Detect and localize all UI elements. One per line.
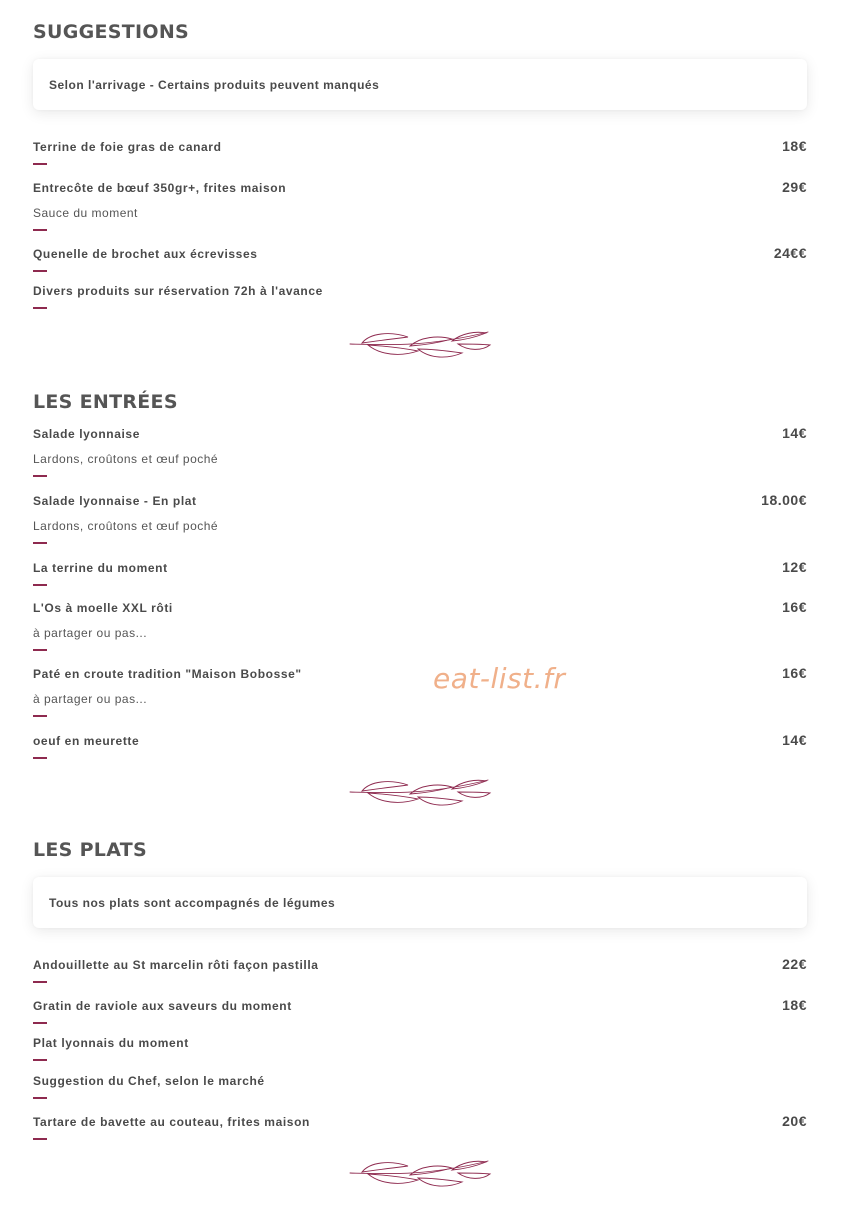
item-divider	[33, 715, 47, 717]
item-name: Tartare de bavette au couteau, frites maison	[33, 1115, 310, 1129]
menu-item	[33, 284, 807, 309]
section-title-suggestions: SUGGESTIONS	[33, 21, 190, 43]
item-divider	[33, 1022, 47, 1024]
item-divider	[33, 649, 47, 651]
item-description: Lardons, croûtons et œuf poché	[33, 519, 219, 533]
suggestions-note: Selon l'arrivage - Certains produits peuvent manqués	[33, 59, 807, 110]
menu-item	[33, 425, 807, 477]
item-price: 12€	[782, 559, 807, 575]
menu-item	[33, 245, 807, 272]
item-name: Divers produits sur réservation 72h à l'avance	[33, 284, 323, 298]
item-divider	[33, 229, 47, 231]
section-title-plats: LES PLATS	[33, 839, 147, 861]
item-description: à partager ou pas...	[33, 626, 148, 640]
item-divider	[33, 584, 47, 586]
plats-note: Tous nos plats sont accompagnés de légumes	[33, 877, 807, 928]
item-divider	[33, 270, 47, 272]
item-description: Lardons, croûtons et œuf poché	[33, 452, 219, 466]
menu-item	[33, 1036, 807, 1061]
item-name: La terrine du moment	[33, 561, 168, 575]
watermark: eat-list.fr	[433, 662, 566, 695]
item-price: 24€€	[773, 245, 807, 261]
item-divider	[33, 542, 47, 544]
item-name: Andouillette au St marcelin rôti façon pastilla	[33, 958, 319, 972]
item-price: 18€	[782, 138, 807, 154]
item-name: Terrine de foie gras de canard	[33, 140, 222, 154]
menu-item	[33, 492, 807, 544]
item-description: Sauce du moment	[33, 206, 138, 220]
item-divider	[33, 981, 47, 983]
item-name: Gratin de raviole aux saveurs du moment	[33, 999, 292, 1013]
section-title-entrees: LES ENTRÉES	[33, 391, 178, 413]
leaf-branch-icon	[348, 1156, 492, 1190]
item-price: 20€	[782, 1113, 807, 1129]
item-price: 14€	[782, 732, 807, 748]
item-name: Salade lyonnaise - En plat	[33, 494, 197, 508]
item-price: 18€	[782, 997, 807, 1013]
menu-item	[33, 599, 807, 651]
item-name: Entrecôte de bœuf 350gr+, frites maison	[33, 181, 287, 195]
item-name: L'Os à moelle XXL rôti	[33, 601, 173, 615]
menu-item	[33, 138, 807, 165]
item-name: Quenelle de brochet aux écrevisses	[33, 247, 258, 261]
item-divider	[33, 163, 47, 165]
menu-item	[33, 559, 807, 586]
item-name: oeuf en meurette	[33, 734, 140, 748]
item-price: 16€	[782, 599, 807, 615]
menu-item	[33, 179, 807, 231]
item-divider	[33, 757, 47, 759]
item-name: Paté en croute tradition "Maison Bobosse"	[33, 667, 302, 681]
item-price: 18.00€	[761, 492, 807, 508]
leaf-branch-icon	[348, 775, 492, 809]
menu-item	[33, 732, 807, 759]
menu-item	[33, 1074, 807, 1099]
item-price: 29€	[782, 179, 807, 195]
menu-item	[33, 665, 807, 717]
item-divider	[33, 1138, 47, 1140]
item-divider	[33, 1059, 47, 1061]
item-name: Salade lyonnaise	[33, 427, 140, 441]
item-description: à partager ou pas...	[33, 692, 148, 706]
item-name: Suggestion du Chef, selon le marché	[33, 1074, 265, 1088]
leaf-branch-icon	[348, 327, 492, 361]
item-divider	[33, 475, 47, 477]
item-price: 14€	[782, 425, 807, 441]
item-divider	[33, 1097, 47, 1099]
item-price: 22€	[782, 956, 807, 972]
menu-item	[33, 1113, 807, 1140]
item-divider	[33, 307, 47, 309]
item-price: 16€	[782, 665, 807, 681]
menu-item	[33, 997, 807, 1024]
item-name: Plat lyonnais du moment	[33, 1036, 189, 1050]
menu-item	[33, 956, 807, 983]
